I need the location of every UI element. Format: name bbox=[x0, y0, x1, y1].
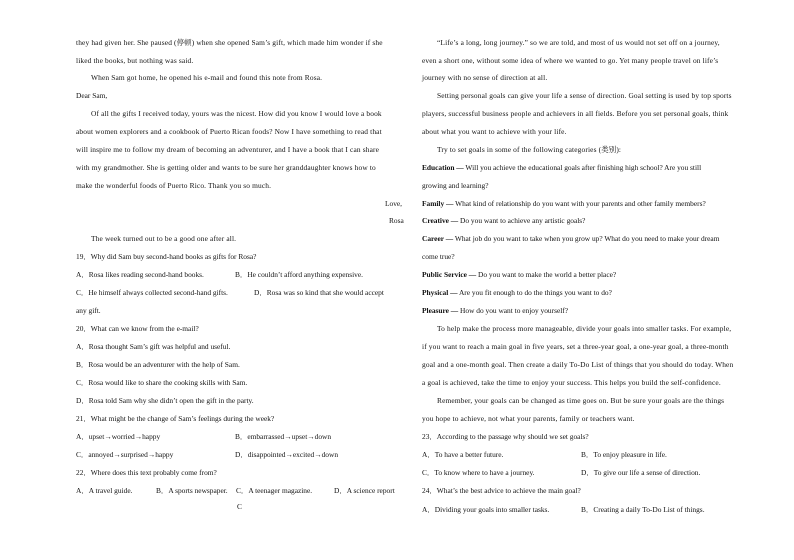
q19-option-c: C．He himself always collected second-hand gifts. bbox=[76, 288, 228, 297]
q20-option-d: D．Rosa told Sam why she didn’t open the gift in the party. bbox=[76, 396, 254, 405]
q22-option-c: C．A teenager magazine. bbox=[236, 486, 313, 495]
letter-salutation: Dear Sam, bbox=[76, 91, 108, 100]
category-education bbox=[422, 163, 701, 173]
category-public-service bbox=[422, 270, 616, 280]
category-label: Career — bbox=[422, 234, 454, 243]
category-text-cont: come true? bbox=[422, 252, 455, 261]
para4-line: Remember, your goals can be changed as time goes on. But be sure your goals are the things bbox=[437, 396, 725, 405]
category-career bbox=[422, 234, 719, 244]
q23-option-d: D．To give our life a sense of direction. bbox=[581, 468, 701, 477]
q23-option-b: B．To enjoy pleasure in life. bbox=[581, 450, 667, 459]
q22-option-d: D．A science report bbox=[334, 486, 395, 495]
question-23: 23．According to the passage why should we set goals? bbox=[422, 432, 589, 441]
q19-option-d-cont: any gift. bbox=[76, 306, 101, 315]
category-text: Will you achieve the educational goals after finishing high school? Are you still bbox=[463, 163, 702, 172]
category-label: Education — bbox=[422, 163, 464, 172]
category-text-cont: growing and learning? bbox=[422, 181, 489, 190]
letter-line: make the wonderful foods of Puerto Rico. Thank you so much. bbox=[76, 181, 272, 190]
letter-line: with my grandmother. She is getting older and wants to be sure her granddaughter knows how to bbox=[76, 163, 376, 172]
q19-option-b: B．He couldn’t afford anything expensive. bbox=[235, 270, 364, 279]
q20-option-c: C．Rosa would like to share the cooking skills with Sam. bbox=[76, 378, 248, 387]
category-label: Public Service — bbox=[422, 270, 477, 279]
category-label: Family — bbox=[422, 199, 454, 208]
q23-option-a: A．To have a better future. bbox=[422, 450, 504, 459]
question-24: 24．What’s the best advice to achieve the main goal? bbox=[422, 486, 581, 495]
para3-line: goal and a one-month goal. Then create a daily To-Do List of things that you should do today. When bbox=[422, 360, 734, 369]
para3-line: a goal is achieved, take the time to enjoy your success. This helps you build the self-confidence. bbox=[422, 378, 721, 387]
para3-line: if you want to reach a main goal in five years, set a three-year goal, a one-year goal, a three-month bbox=[422, 342, 729, 351]
para4-line: you hope to achieve, not what your parents, family or teachers want. bbox=[422, 414, 635, 423]
question-21: 21．What might be the change of Sam’s feelings during the week? bbox=[76, 414, 275, 423]
q21-option-a: A．upset→worried→happy bbox=[76, 432, 161, 441]
category-label: Creative — bbox=[422, 216, 459, 225]
category-family bbox=[422, 199, 706, 209]
q22-option-a: A．A travel guide. bbox=[76, 486, 133, 495]
para2-line: about what you want to achieve with your life. bbox=[422, 127, 567, 136]
story-line: liked the books, but nothing was said. bbox=[76, 56, 194, 65]
story-ending: The week turned out to be a good one after all. bbox=[91, 234, 237, 243]
category-text: What job do you want to take when you grow up? What do you need to make your dream bbox=[453, 234, 720, 243]
category-text: Are you fit enough to do the things you want to do? bbox=[457, 288, 612, 297]
para3-line: To help make the process more manageable, divide your goals into smaller tasks. For example, bbox=[437, 324, 732, 333]
q21-option-b: B．embarrassed→upset→down bbox=[235, 432, 332, 441]
category-creative bbox=[422, 216, 585, 226]
category-label: Pleasure — bbox=[422, 306, 459, 315]
q19-option-d: D．Rosa was so kind that she would accept bbox=[254, 288, 384, 297]
intro-line: journey with no sense of direction at all. bbox=[422, 73, 548, 82]
footer-mark: C bbox=[237, 502, 242, 511]
q24-option-b: B．Creating a daily To-Do List of things. bbox=[581, 505, 705, 514]
letter-line: will inspire me to follow my dream of becoming an adventurer, and I have a book that I can share bbox=[76, 145, 380, 154]
q20-option-a: A．Rosa thought Sam’s gift was helpful and useful. bbox=[76, 342, 231, 351]
story-line: they had given her. She paused (停顿) when she opened Sam’s gift, which made him wonder if she bbox=[76, 38, 383, 47]
category-pleasure bbox=[422, 306, 568, 316]
letter-closing: Love, bbox=[385, 199, 403, 208]
category-text: How do you want to enjoy yourself? bbox=[458, 306, 569, 315]
category-label: Physical — bbox=[422, 288, 458, 297]
categories-intro: Try to set goals in some of the following categories (类别): bbox=[437, 145, 622, 154]
letter-signature: Rosa bbox=[389, 216, 404, 225]
question-19: 19．Why did Sam buy second-hand books as gifts for Rosa? bbox=[76, 252, 257, 261]
letter-line: Of all the gifts I received today, yours was the nicest. How did you know I would love a book bbox=[91, 109, 382, 118]
q21-option-d: D．disappointed→excited→down bbox=[235, 450, 339, 459]
intro-line: even a short one, without some idea of where we wanted to go. Yet many people travel on life’s bbox=[422, 56, 719, 65]
story-line: When Sam got home, he opened his e-mail and found this note from Rosa. bbox=[91, 73, 323, 82]
q21-option-c: C．annoyed→surprised→happy bbox=[76, 450, 174, 459]
para2-line: Setting personal goals can give your life a sense of direction. Goal setting is used by top sports bbox=[437, 91, 732, 100]
category-text: What kind of relationship do you want with your parents and other family members? bbox=[453, 199, 706, 208]
para2-line: players, successful business people and achievers in all fields. Before you set personal goals, think bbox=[422, 109, 729, 118]
q23-option-c: C．To know where to have a journey. bbox=[422, 468, 535, 477]
question-20: 20．What can we know from the e-mail? bbox=[76, 324, 199, 333]
q19-option-a: A．Rosa likes reading second-hand books. bbox=[76, 270, 204, 279]
q20-option-b: B．Rosa would be an adventurer with the help of Sam. bbox=[76, 360, 240, 369]
intro-line: “Life’s a long, long journey.” so we are told, and most of us would not set off on a journey, bbox=[437, 38, 720, 47]
q22-option-b: B．A sports newspaper. bbox=[156, 486, 228, 495]
q24-option-a: A．Dividing your goals into smaller tasks. bbox=[422, 505, 550, 514]
letter-line: about women explorers and a cookbook of Puerto Rican foods? Now I have something to read that bbox=[76, 127, 382, 136]
category-text: Do you want to achieve any artistic goals? bbox=[458, 216, 586, 225]
category-physical bbox=[422, 288, 612, 298]
question-22: 22．Where does this text probably come from? bbox=[76, 468, 217, 477]
category-text: Do you want to make the world a better place? bbox=[476, 270, 617, 279]
